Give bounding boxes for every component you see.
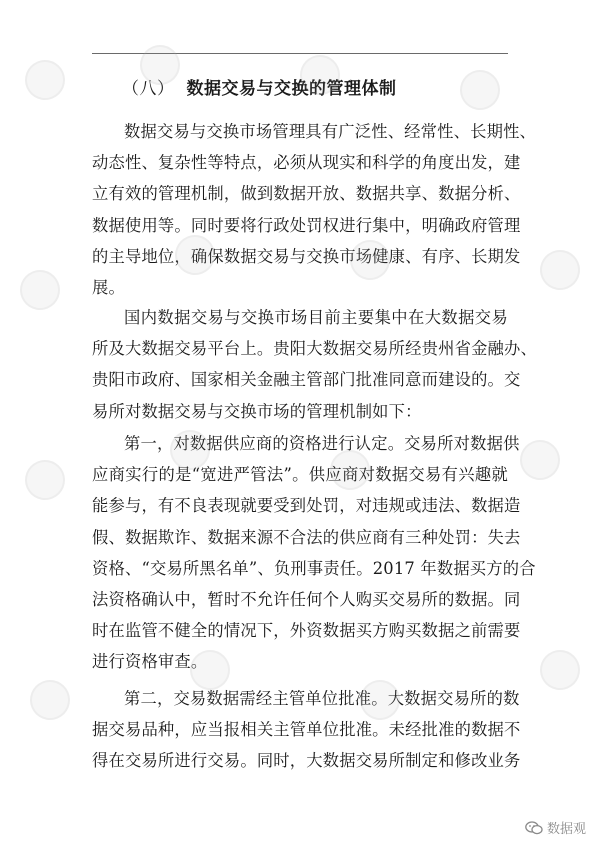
paragraph-3-line: 能参与，有不良表现就要受到处罚，对违规或违法、数据造 xyxy=(92,496,521,516)
paragraph-1-line: 数据使用等。同时要将行政处罚权进行集中，明确政府管理 xyxy=(92,215,521,235)
paragraph-1-line: 数据交易与交换市场管理具有广泛性、经常性、长期性、 xyxy=(124,122,537,141)
paragraph-2-line: 贵阳市政府、国家相关金融主管部门批准同意而建设的。交 xyxy=(92,370,521,390)
section-title: 数据交易与交换的管理体制 xyxy=(186,79,397,99)
paragraph-3-line: 应商实行的是“宽进严管法”。供应商对数据交易有兴趣就 xyxy=(92,465,508,485)
paragraph-1-line: 立有效的管理机制，做到数据开放、数据共享、数据分析、 xyxy=(92,184,521,204)
watermark-logo xyxy=(452,62,508,118)
paragraph-4-line: 第二，交易数据需经主管单位批准。大数据交易所的数 xyxy=(124,689,520,708)
paragraph-2-line: 所及大数据交易平台上。贵阳大数据交易所经贵州省金融办、 xyxy=(92,339,537,359)
paragraph-3-line: 第一，对数据供应商的资格进行认定。交易所对数据供 xyxy=(124,434,520,453)
watermark-logo xyxy=(22,672,78,728)
paragraph-4-line: 得在交易所进行交易。同时，大数据交易所制定和修改业务 xyxy=(92,751,521,771)
watermark-logo xyxy=(17,52,73,108)
watermark-logo xyxy=(532,642,588,698)
section-number: （八） xyxy=(122,79,175,99)
brand-name: 数据观 xyxy=(546,822,586,837)
paragraph-3-line: 进行资格审查。 xyxy=(92,652,208,672)
paragraph-4-line: 据交易品种，应当报相关主管单位批准。未经批准的数据不 xyxy=(92,720,521,740)
paragraph-1-line: 的主导地位，确保数据交易与交换市场健康、有序、长期发 xyxy=(92,246,521,266)
paragraph-1-line: 展。 xyxy=(92,278,125,297)
watermark-logo xyxy=(12,262,68,318)
watermark-logo xyxy=(532,242,588,298)
paragraph-3-line: 假、数据欺诈、数据来源不合法的供应商有三种处罚：失去 xyxy=(92,527,521,547)
paragraph-2-line: 易所对数据交易与交换市场的管理机制如下： xyxy=(92,401,422,421)
paragraph-3-line: 法资格确认中，暂时不允许任何个人购买交易所的数据。同 xyxy=(92,590,521,609)
wechat-icon xyxy=(525,821,543,835)
paragraph-3-line: 资格、“交易所黑名单”、负刑事责任。2017 年数据买方的合 xyxy=(92,558,536,578)
watermark-logo xyxy=(512,432,568,488)
paragraph-2-line: 国内数据交易与交换市场目前主要集中在大数据交易 xyxy=(124,308,508,327)
paragraph-3-line: 时在监管不健全的情况下，外资数据买方购买数据之前需要 xyxy=(92,621,521,641)
paragraph-1-line: 动态性、复杂性等特点，必须从现实和科学的角度出发，建 xyxy=(92,153,521,173)
watermark-logo xyxy=(17,452,73,508)
footer-brand xyxy=(525,818,586,837)
